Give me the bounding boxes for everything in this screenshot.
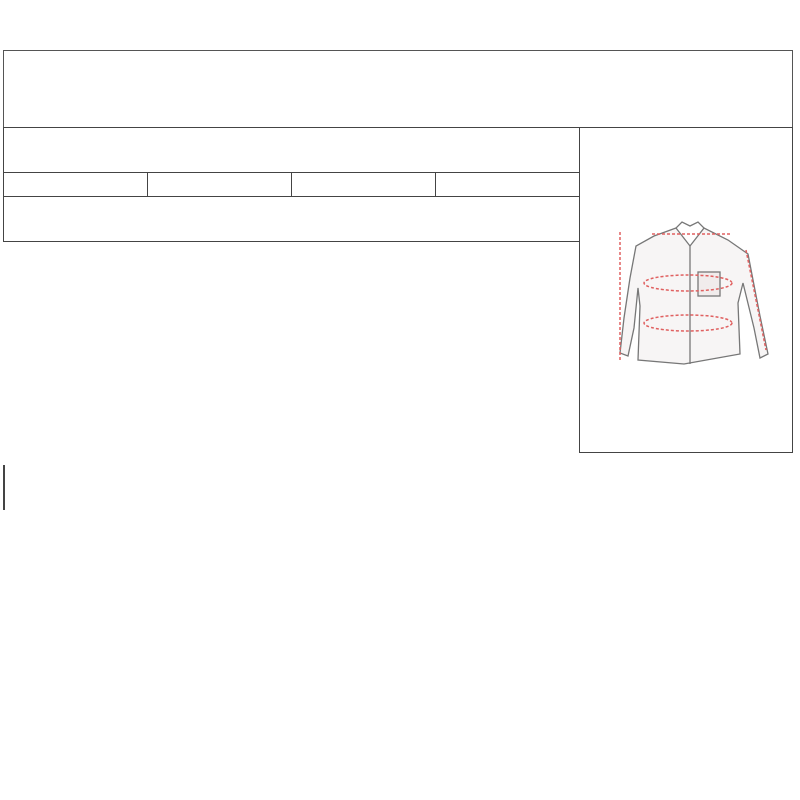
group-header-shoulder: [292, 173, 436, 197]
weight-header-row: [4, 466, 5, 510]
weight-height-corner-cell: [4, 466, 5, 510]
group-header-length: [436, 173, 580, 197]
measurement-note: [4, 197, 580, 220]
shirt-diagram-svg: [580, 128, 794, 454]
shirt-body: [620, 228, 768, 364]
inch-conversion-note: [4, 219, 580, 242]
group-header-size: [4, 173, 148, 197]
weight-height-size-table: [3, 465, 5, 510]
shirt-measurement-diagram: [579, 127, 793, 453]
group-header-chest: [148, 173, 292, 197]
size-table-title: [4, 128, 580, 173]
size-information-table: [3, 127, 580, 242]
size-note: [3, 50, 793, 128]
